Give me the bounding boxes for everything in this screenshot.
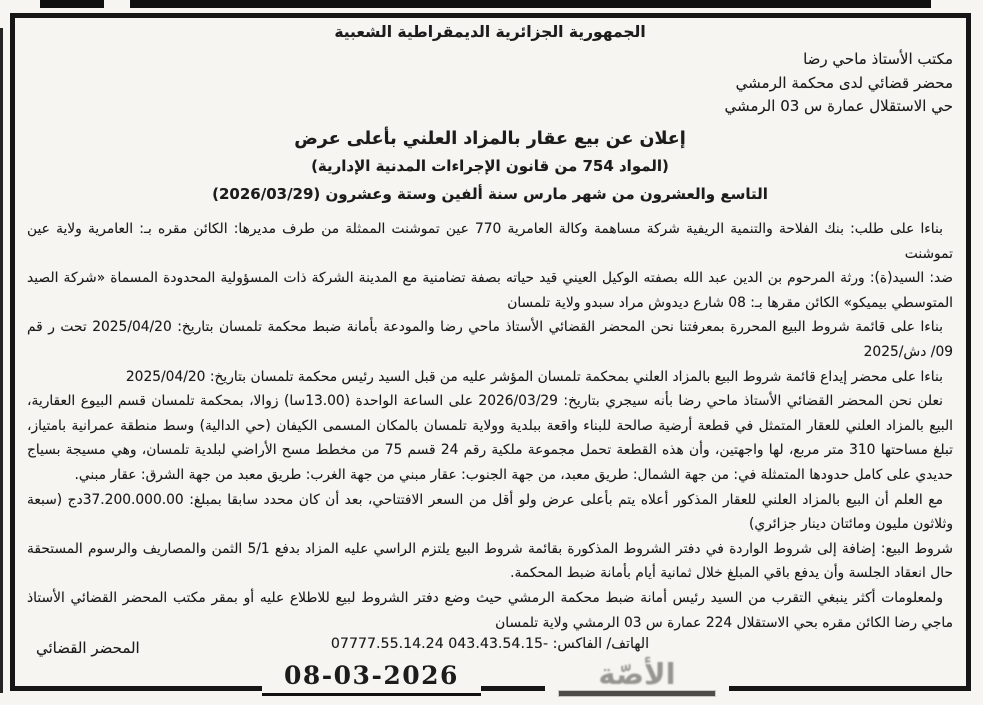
office-block bbox=[27, 48, 953, 119]
office-line-role: محضر قضائي لدى محكمة الرمشي bbox=[735, 73, 953, 92]
notice-title-block bbox=[27, 126, 953, 209]
newspaper-logo bbox=[545, 659, 729, 696]
notice-title: إعلان عن بيع عقار بالمزاد العلني بأعلى عرض bbox=[294, 128, 686, 149]
paragraph-deposit-report: بناءا على محضر إيداع قائمة شروط البيع بالمزاد العلني بمحكمة تلمسان المؤشر عليه من قبل السيد رئيس محكمة تلمسان بتاريخ: 2025/04/20 bbox=[125, 368, 943, 385]
document-content bbox=[27, 21, 953, 652]
phone-fax-label: الهاتف/ الفاكس: bbox=[548, 636, 650, 653]
bailiff-signature-label: المحضر القضائي bbox=[36, 639, 140, 657]
scan-edge-top-notch bbox=[104, 0, 130, 8]
publication-date: 08-03-2026 bbox=[262, 661, 481, 696]
paragraph-conditions-list: بناءا على قائمة شروط البيع المحررة بمعرفتنا نحن المحضر القضائي الأستاذ ماحي رضا والمودعة بأمانة ضبط محكمة تلمسان بتاريخ: 2025/04/20 تحت ر قم 09/ دش/2025 bbox=[27, 319, 953, 360]
office-line-address: حي الاستقلال عمارة س 03 الرمشي bbox=[724, 97, 953, 115]
newspaper-logo-tagline bbox=[559, 691, 715, 696]
paragraph-sale-terms: شروط البيع: إضافة إلى شروط الواردة في دفتر الشروط المذكورة بقائمة شروط البيع يلتزم الراسي عليه المزاد بدفع 5/1 الثمن والمصاريف والرسوم المستحقة حال انعقاد الجلسة وأن يدفع باقي المبلغ خلال ثمانية أيام بأمانة ضبط المحكمة. bbox=[27, 540, 953, 582]
phone-fax-line bbox=[27, 636, 953, 652]
paragraph-auction-announcement: نعلن نحن المحضر القضائي الأستاذ ماحي رضا بأنه سيجري بتاريخ: 2026/03/29 على الساعة الواحدة (13.00سا) زوالا، بمحكمة تلمسان قسم البيوع العقارية، البيع بالمزاد العلني للعقار المتمثل في قطعة أرضية صالحة للبناء واقعة ببلدية وولاية تلمسان بالمكان المسمى الكيفان (حي الدالية) وسط منطقة عمرانية بامتياز، تبلغ مساحتها 310 متر مربع، لها واجهتين، وأن هذه القطعة تحمل مجموعة ملكية رقم 24 قسم 75 من مخطط مسح الأراضي لبلدية تلمسان، وهي مسيجة بسياج حديدي على كامل حدودها المتمثلة في: من جهة الشمال: طريق معبد، من جهة الجنوب: عقار مبني من جهة الغرب: طريق معبد من جهة الشرق: عقار مبني. bbox=[27, 393, 954, 483]
notice-body bbox=[27, 217, 953, 635]
paragraph-against: ضد: السيد(ة): ورثة المرحوم بن الدين عبد الله بصفته الوكيل العيني قيد حياته بصفة تضامنية مع المدينة الشركة ذات المسؤولية المحدودة المسماة «شركة الصيد المتوسطي بيميكو» الكائن مقرها بـ: 08 شارع ديدوش مراد سبدو ولاية تلمسان bbox=[27, 270, 953, 311]
notice-auction-date-words: التاسع والعشرون من شهر مارس سنة ألفين وستة وعشرون (2026/03/29) bbox=[212, 184, 768, 203]
notice-legal-reference: (المواد 754 من قانون الإجراءات المدنية الإدارية) bbox=[311, 157, 669, 175]
newspaper-logo-text: الأصّة bbox=[598, 657, 676, 691]
phone-fax-numbers: 07777.55.14.24 043.43.54.15- bbox=[330, 636, 549, 653]
scan-edge-left bbox=[0, 28, 3, 693]
country-title: الجمهورية الجزائرية الديمقراطية الشعبية bbox=[334, 23, 646, 41]
scan-edge-top bbox=[40, 0, 931, 8]
paragraph-request: بناءا على طلب: بنك الفلاحة والتنمية الريفية شركة مساهمة وكالة العامرية 770 عين تموشنت الممثلة من طرف مديرها: الكائن مقره بـ: العامرية ولاية عين تموشنت bbox=[27, 221, 953, 262]
paragraph-more-information: ولمعلومات أكثر ينبغي التقرب من السيد رئيس أمانة ضبط محكمة الرمشي حيث وضع دفتر الشروط لبيع للاطلاع عليه أو بمقر مكتب المحضر القضائي الأستاذ ماجي رضا الكائن مقره بحي الاستقلال 224 عمارة س 03 الرمشي ولاية تلمسان bbox=[27, 589, 953, 631]
paragraph-opening-price: مع العلم أن البيع بالمزاد العلني للعقار المذكور أعلاه يتم بأعلى عرض ولو أقل من السعر الافتتاحي، بعد أن كان محدد سابقا بمبلغ: 37.200.000.00دج (سبعة وثلاثون مليون ومائتان دينار جزائري) bbox=[27, 491, 953, 533]
office-line-name: مكتب الأستاذ ماحي رضا bbox=[803, 50, 953, 68]
